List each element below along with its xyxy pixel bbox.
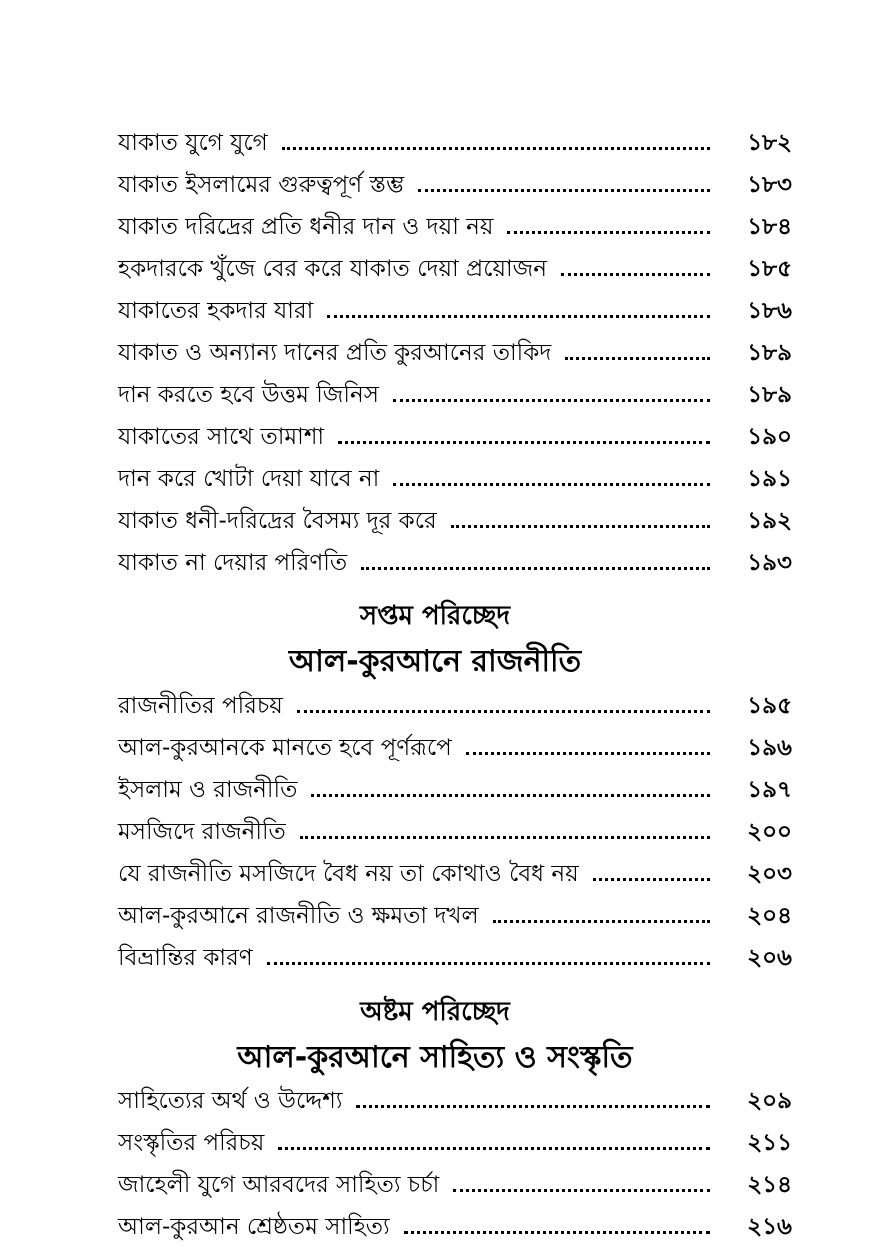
entry-page: ১৯৫: [747, 692, 792, 719]
entry-title: জাহেলী যুগে আরবদের সাহিত্য চর্চা: [118, 1171, 440, 1198]
entry-page: ১৮৯: [747, 339, 792, 366]
toc-entry: [118, 248, 792, 290]
chapter-heading-seventh: [0, 594, 870, 686]
entry-title: ইসলাম ও রাজনীতি: [118, 776, 298, 803]
leader-dots: [338, 441, 710, 444]
toc-entry: [118, 769, 792, 811]
entry-title: যাকাত ধনী-দরিদ্রের বৈসম্য দূর করে: [118, 507, 437, 534]
entry-page: ১৮৬: [747, 297, 792, 324]
leader-dots: [361, 567, 710, 570]
leader-dots: [297, 710, 710, 713]
toc-section-literature: [0, 1080, 870, 1248]
toc-entry: [118, 500, 792, 542]
leader-dots: [418, 189, 710, 192]
leader-dots: [393, 399, 710, 402]
toc-entry: [118, 332, 792, 374]
leader-dots: [282, 147, 710, 150]
toc-entry: [118, 542, 792, 584]
leader-dots: [451, 525, 710, 528]
toc-entry: [118, 685, 792, 727]
toc-entry: [118, 937, 792, 979]
entry-title: যাকাত ও অন্যান্য দানের প্রতি কুরআনের তাকিদ: [118, 339, 552, 366]
chapter-number: অষ্টম পরিচ্ছেদ: [360, 997, 510, 1027]
entry-page: ১৮৪: [747, 213, 792, 240]
entry-title: আল-কুরআনকে মানতে হবে পূর্ণরূপে: [118, 734, 452, 761]
leader-dots: [453, 1189, 710, 1192]
chapter-title: আল-কুরআনে রাজনীতি: [288, 644, 582, 679]
leader-dots: [561, 273, 710, 276]
chapter-heading-eighth: [0, 990, 870, 1082]
entry-page: ১৯৭: [747, 776, 792, 803]
entry-page: ২০৬: [747, 944, 792, 971]
entry-page: ২১১: [747, 1129, 792, 1156]
toc-entry: [118, 206, 792, 248]
chapter-number: সপ্তম পরিচ্ছেদ: [359, 601, 511, 631]
leader-dots: [466, 752, 710, 755]
entry-title: সাহিত্যের অর্থ ও উদ্দেশ্য: [118, 1087, 343, 1114]
toc-section-zakat: [0, 122, 870, 584]
toc-entry: [118, 895, 792, 937]
toc-entry: [118, 290, 792, 332]
toc-section-politics: [0, 685, 870, 979]
entry-page: ১৯৬: [747, 734, 792, 761]
toc-entry: [118, 1206, 792, 1248]
leader-dots: [311, 794, 710, 797]
leader-dots: [565, 357, 710, 360]
toc-entry: [118, 727, 792, 769]
entry-title: দান করতে হবে উত্তম জিনিস: [118, 381, 379, 408]
toc-entry: [118, 1164, 792, 1206]
entry-title: সংস্কৃতির পরিচয়: [118, 1129, 265, 1156]
leader-dots: [593, 878, 710, 881]
toc-entry: [118, 458, 792, 500]
entry-title: যাকাতের হকদার যারা: [118, 297, 314, 324]
entry-page: ২১৬: [747, 1213, 792, 1240]
entry-title: আল-কুরআন শ্রেষ্ঠতম সাহিত্য: [118, 1213, 390, 1240]
entry-title: যাকাত ইসলামের গুরুত্বপূর্ণ স্তম্ভ: [118, 171, 405, 198]
leader-dots: [393, 483, 710, 486]
leader-dots: [300, 836, 710, 839]
entry-title: আল-কুরআনে রাজনীতি ও ক্ষমতা দখল: [118, 902, 479, 929]
toc-entry: [118, 164, 792, 206]
entry-title: হকদারকে খুঁজে বের করে যাকাত দেয়া প্রয়োজন: [118, 255, 547, 282]
leader-dots: [267, 962, 710, 965]
toc-entry: [118, 853, 792, 895]
toc-entry: [118, 122, 792, 164]
toc-entry: [118, 374, 792, 416]
entry-title: রাজনীতির পরিচয়: [118, 692, 283, 719]
leader-dots: [356, 1105, 710, 1108]
leader-dots: [278, 1147, 710, 1150]
entry-title: যাকাতের সাথে তামাশা: [118, 423, 325, 450]
toc-entry: [118, 811, 792, 853]
entry-page: ১৯০: [747, 423, 792, 450]
entry-page: ২০০: [747, 818, 792, 845]
entry-page: ১৯২: [747, 507, 792, 534]
entry-page: ২০৯: [747, 1087, 792, 1114]
entry-page: ১৮২: [747, 129, 792, 156]
entry-page: ১৮৫: [747, 255, 792, 282]
entry-title: বিভ্রান্তির কারণ: [118, 944, 253, 971]
entry-title: দান করে খোটা দেয়া যাবে না: [118, 465, 380, 492]
entry-page: ২১৪: [747, 1171, 792, 1198]
chapter-title: আল-কুরআনে সাহিত্য ও সংস্কৃতি: [237, 1040, 633, 1075]
toc-entry: [118, 416, 792, 458]
entry-page: ১৮৯: [747, 381, 792, 408]
toc-entry: [118, 1122, 792, 1164]
entry-title: যে রাজনীতি মসজিদে বৈধ নয় তা কোথাও বৈধ নয়: [118, 860, 579, 887]
leader-dots: [327, 315, 710, 318]
entry-title: মসজিদে রাজনীতি: [118, 818, 286, 845]
entry-title: যাকাত যুগে যুগে: [118, 129, 268, 156]
entry-title: যাকাত দরিদ্রের প্রতি ধনীর দান ও দয়া নয়: [118, 213, 494, 240]
entry-page: ২০৩: [747, 860, 792, 887]
entry-page: ১৯১: [747, 465, 792, 492]
entry-page: ২০৪: [747, 902, 792, 929]
entry-title: যাকাত না দেয়ার পরিণতি: [118, 549, 348, 576]
leader-dots: [404, 1231, 710, 1234]
toc-entry: [118, 1080, 792, 1122]
leader-dots: [493, 920, 710, 923]
entry-page: ১৮৩: [747, 171, 792, 198]
leader-dots: [507, 231, 710, 234]
entry-page: ১৯৩: [747, 549, 792, 576]
